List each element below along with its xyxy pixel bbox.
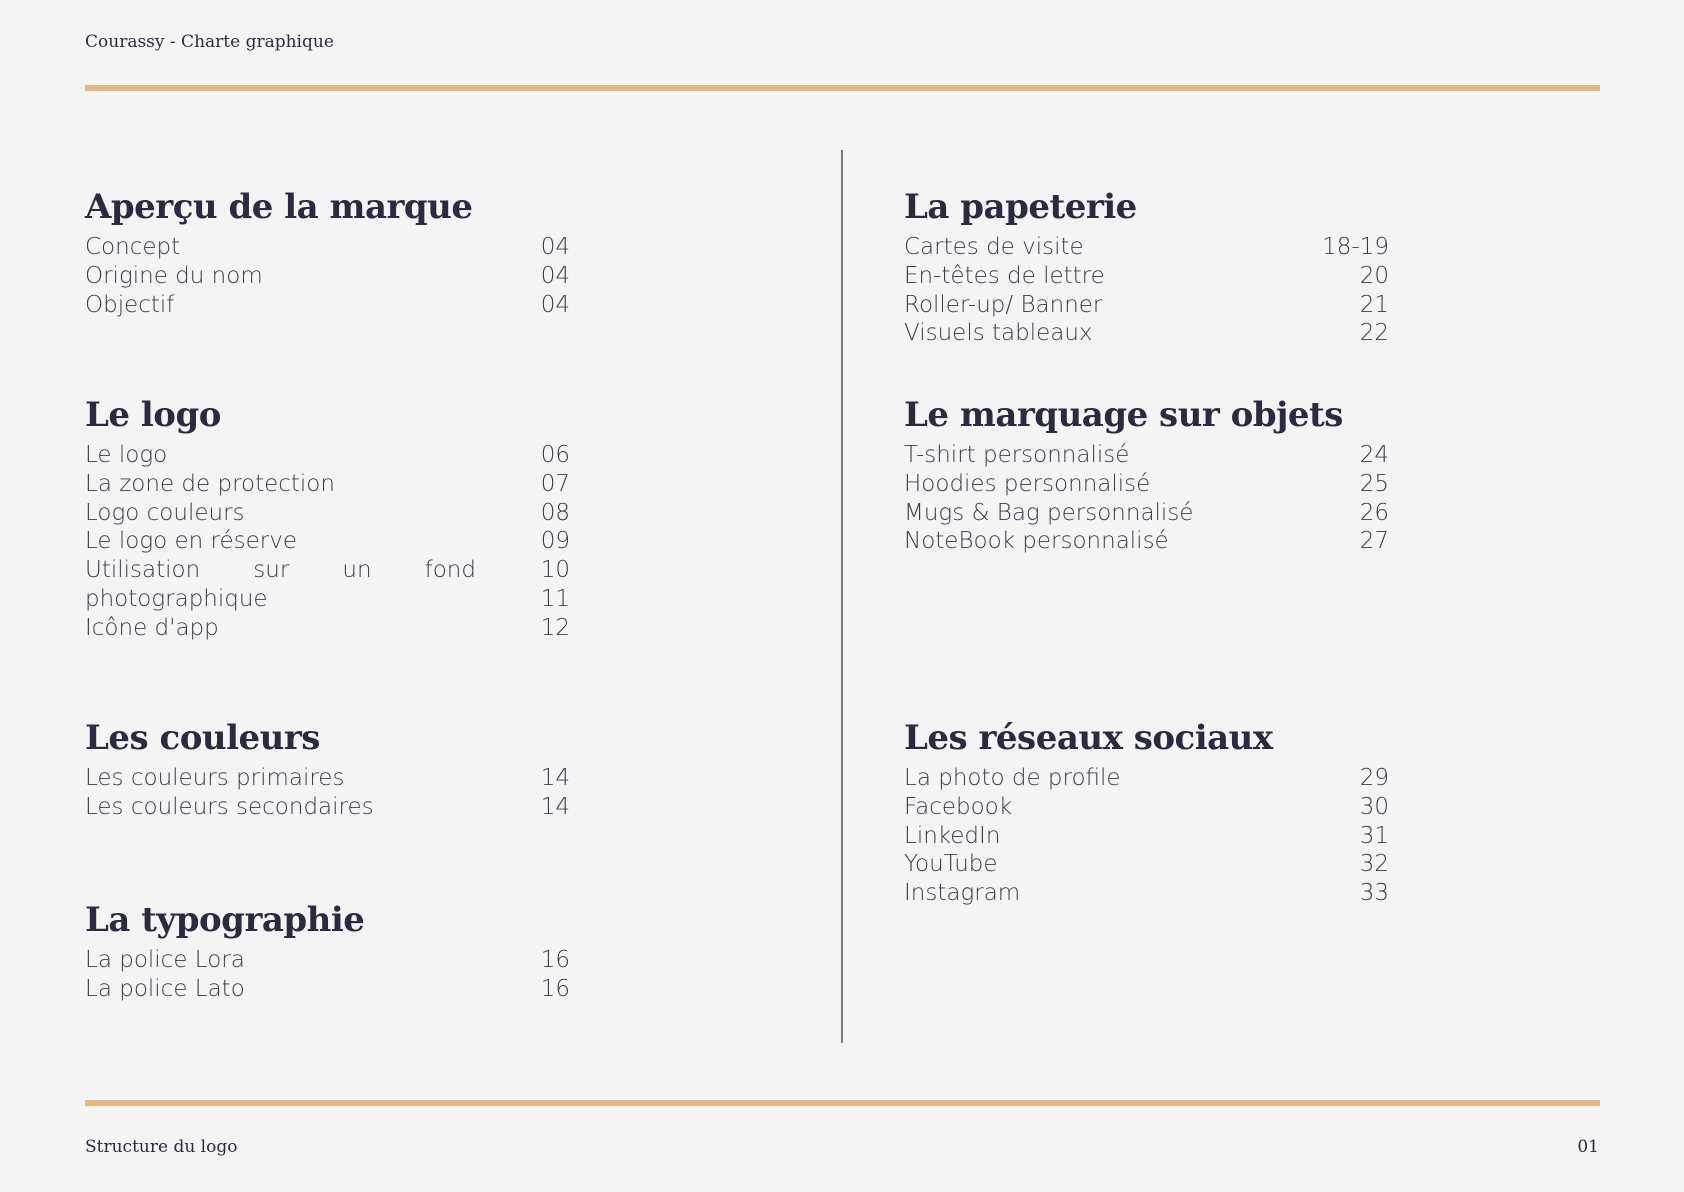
entry-page: 30: [1359, 793, 1389, 820]
toc-entry: [904, 262, 1389, 291]
entry-label: [85, 556, 476, 585]
toc-section-couleurs: [85, 716, 570, 822]
toc-entry: [904, 527, 1389, 556]
entry-page: 27: [1359, 528, 1389, 555]
toc-entry: [904, 319, 1389, 348]
toc-entry: [85, 262, 570, 291]
entry-page: 10: [540, 557, 570, 584]
toc-entry: [904, 499, 1389, 528]
entry-page: 18-19: [1322, 234, 1389, 260]
entry-label: NoteBook personnalisé: [904, 528, 1169, 555]
toc-entry: [904, 793, 1389, 822]
section-title: Le marquage sur objets: [904, 395, 1343, 435]
entry-label: photographique: [85, 585, 268, 612]
entry-page: 33: [1359, 880, 1389, 907]
toc-entry: [85, 527, 570, 556]
section-title: Les réseaux sociaux: [904, 718, 1273, 758]
column-divider: [841, 150, 843, 1043]
entry-page: 29: [1359, 765, 1389, 791]
entry-label: Cartes de visite: [904, 234, 1084, 260]
entry-page: 31: [1359, 822, 1389, 849]
entry-label: T-shirt personnalisé: [904, 442, 1130, 468]
entry-page: 09: [540, 528, 570, 555]
entry-page: 04: [540, 291, 570, 318]
entry-label-word: un: [342, 557, 372, 584]
entry-label: Concept: [85, 234, 181, 260]
entry-label: Mugs & Bag personnalisé: [904, 499, 1194, 526]
toc-entry: [85, 764, 570, 793]
section-title: Les couleurs: [85, 718, 320, 758]
entry-label: Objectif: [85, 291, 175, 318]
toc-section-papeterie: [904, 185, 1389, 348]
entry-page: 16: [540, 947, 570, 973]
entry-label: Logo couleurs: [85, 499, 245, 526]
toc-entry: [85, 556, 570, 585]
entry-page: 22: [1359, 320, 1389, 347]
entry-page: 12: [540, 614, 570, 641]
toc-entry: [904, 764, 1389, 793]
section-title: Aperçu de la marque: [85, 187, 473, 227]
entry-label: Les couleurs primaires: [85, 765, 345, 791]
entry-label: Le logo en réserve: [85, 528, 298, 555]
toc-section-reseaux: [904, 716, 1389, 908]
entry-page: 21: [1359, 291, 1389, 318]
section-title: La typographie: [85, 900, 365, 940]
entry-label: LinkedIn: [904, 822, 1001, 849]
entry-page: 07: [540, 470, 570, 497]
entry-page: 04: [540, 234, 570, 260]
entry-label: La police Lato: [85, 975, 245, 1002]
entry-page: 20: [1359, 262, 1389, 289]
toc-entry: [85, 585, 570, 614]
header-rule: [85, 85, 1600, 91]
toc-entry: [85, 946, 570, 975]
entry-label: Hoodies personnalisé: [904, 470, 1151, 497]
entry-page: 14: [540, 793, 570, 820]
entry-label-word: sur: [253, 557, 290, 584]
toc-entry: [85, 499, 570, 528]
entry-page: 08: [540, 499, 570, 526]
entry-label: Instagram: [904, 880, 1021, 907]
entry-page: 26: [1359, 499, 1389, 526]
toc-entry: [85, 975, 570, 1004]
toc-entry: [904, 441, 1389, 470]
toc-section-apercu: [85, 185, 570, 319]
entry-label: En-têtes de lettre: [904, 262, 1105, 289]
entry-label: Icône d'app: [85, 614, 219, 641]
toc-section-marquage: [904, 393, 1389, 556]
footer-rule: [85, 1100, 1600, 1106]
entry-label: Origine du nom: [85, 262, 263, 289]
entry-label: Visuels tableaux: [904, 320, 1093, 347]
toc-entry: [85, 291, 570, 320]
toc-section-typographie: [85, 898, 570, 1004]
entry-page: 25: [1359, 470, 1389, 497]
toc-entry: [85, 470, 570, 499]
entry-label: La police Lora: [85, 947, 245, 973]
toc-section-logo: [85, 393, 570, 643]
document-header-title: Courassy - Charte graphique: [85, 32, 334, 52]
entry-page: 11: [540, 585, 570, 612]
entry-label-word: Utilisation: [85, 557, 201, 584]
toc-entry: [85, 441, 570, 470]
toc-entry: [85, 233, 570, 262]
document-footer-title: Structure du logo: [85, 1137, 238, 1157]
section-title: Le logo: [85, 395, 221, 435]
entry-page: 24: [1359, 442, 1389, 468]
section-title: La papeterie: [904, 187, 1137, 227]
toc-entry: [904, 470, 1389, 499]
toc-entry: [904, 822, 1389, 851]
entry-label: Facebook: [904, 793, 1013, 820]
entry-page: 04: [540, 262, 570, 289]
entry-label: Roller-up/ Banner: [904, 291, 1103, 318]
page-number: 01: [1577, 1137, 1599, 1157]
toc-entry: [85, 614, 570, 643]
entry-page: 16: [540, 975, 570, 1002]
entry-label: La zone de protection: [85, 470, 335, 497]
entry-label-word: fond: [424, 557, 476, 584]
entry-label: Le logo: [85, 442, 168, 468]
toc-entry: [85, 793, 570, 822]
entry-page: 32: [1359, 851, 1389, 878]
entry-label: Les couleurs secondaires: [85, 793, 374, 820]
entry-label: YouTube: [904, 851, 998, 878]
entry-page: 06: [540, 442, 570, 468]
entry-page: 14: [540, 765, 570, 791]
entry-label: La photo de profile: [904, 765, 1121, 791]
toc-entry: [904, 879, 1389, 908]
toc-entry: [904, 850, 1389, 879]
toc-entry: [904, 233, 1389, 262]
toc-entry: [904, 291, 1389, 320]
